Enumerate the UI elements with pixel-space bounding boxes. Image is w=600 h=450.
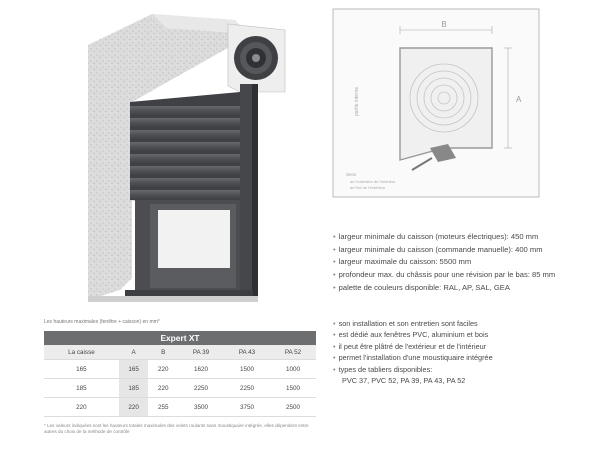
table-cell: 220 <box>148 360 178 379</box>
spec-item: • palette de couleurs disponible: RAL, AP, SAL, GEA <box>333 282 510 292</box>
table-cell: 165 <box>119 360 149 379</box>
heights-table <box>44 331 316 417</box>
bullet-icon: • <box>333 232 336 241</box>
table-cell: 1000 <box>270 360 316 379</box>
col-header: PA 43 <box>224 345 270 360</box>
feature-item: • il peut être plâtré de l'extérieur et de l'intérieur <box>333 341 487 351</box>
box-guide-edge <box>252 84 258 298</box>
window-glass <box>158 210 230 268</box>
bullet-icon: • <box>333 330 336 340</box>
roller-drum-icon <box>234 36 278 80</box>
box-guide <box>240 84 252 298</box>
table-cell: 185 <box>119 379 149 398</box>
table-cell: 255 <box>148 398 178 417</box>
spec-item: • profondeur max. du châssis pour une révision par le bas: 85 mm <box>333 270 556 280</box>
table-header-row <box>44 345 316 360</box>
feature-item: • son installation et son entretien sont faciles <box>333 319 478 328</box>
table-cell: 165 <box>44 360 119 379</box>
bullet-icon: • <box>333 353 336 363</box>
feature-item: • permet l'installation d'une moustiquaire intégrée <box>333 353 493 363</box>
spec-item: • largeur minimale du caisson (commande manuelle): 400 mm <box>333 244 543 254</box>
col-header: B <box>148 345 178 360</box>
table-cell: 2250 <box>178 379 224 398</box>
col-header: La caisse <box>44 345 119 360</box>
bullet-icon: • <box>333 341 336 351</box>
feature-item: • types de tabliers disponibles: <box>333 364 433 374</box>
bullet-icon: • <box>333 364 336 374</box>
table-row <box>44 379 316 398</box>
table-row <box>44 360 316 379</box>
spec-item: • largeur minimale du caisson (moteurs électriques): 450 mm <box>333 232 539 241</box>
feature-item: • est dédié aux fenêtres PVC, aluminium et bois <box>333 330 489 340</box>
table-cell: 2500 <box>270 398 316 417</box>
table-cell: 220 <box>148 379 178 398</box>
legend-title: Sens <box>346 172 357 177</box>
shutter-curtain <box>130 92 240 206</box>
table-cell: 1500 <box>270 379 316 398</box>
specs-list <box>333 231 595 295</box>
wall-base <box>88 296 258 302</box>
table-cell: 2250 <box>224 379 270 398</box>
legend-item-1: de l'extérieur de l'intérieur <box>350 179 396 184</box>
legend-item-2: de l'int de l'extérieur <box>350 185 386 190</box>
feature-subitem: PVC 37, PVC 52, PA 39, PA 43, PA 52 <box>342 376 466 386</box>
bullet-icon: • <box>333 282 336 292</box>
table-cell: 220 <box>119 398 149 417</box>
col-header: PA 52 <box>270 345 316 360</box>
col-header: PA 39 <box>178 345 224 360</box>
dim-label-b: B <box>441 20 447 29</box>
cross-section-diagram <box>332 8 540 198</box>
features-list <box>333 318 595 386</box>
table-cell: 1620 <box>178 360 224 379</box>
table-cell: 185 <box>44 379 119 398</box>
bullet-icon: • <box>333 319 336 328</box>
table-row <box>44 398 316 417</box>
table-caption: Les hauteurs maximales (fenêtre + caisson) en mm* <box>44 319 160 325</box>
side-label: partie interne <box>354 86 360 116</box>
bullet-icon: • <box>333 270 336 280</box>
dim-label-a: A <box>516 95 522 104</box>
table-cell: 3750 <box>224 398 270 417</box>
table-cell: 3500 <box>178 398 224 417</box>
bullet-icon: • <box>333 257 336 267</box>
table-cell: 1500 <box>224 360 270 379</box>
table-title: Expert XT <box>44 331 316 345</box>
product-illustration <box>0 0 320 318</box>
spec-item: • largeur maximale du caisson: 5500 mm <box>333 257 472 267</box>
col-header: A <box>119 345 149 360</box>
table-cell: 220 <box>44 398 119 417</box>
table-footnote: * Les valeurs indiquées sont les hauteurs totales maximales des volets roulants sans moustiquaire intégrée, elles dépendent entre autres du choix de la méthode de contrôle <box>44 423 309 434</box>
bullet-icon: • <box>333 244 336 254</box>
